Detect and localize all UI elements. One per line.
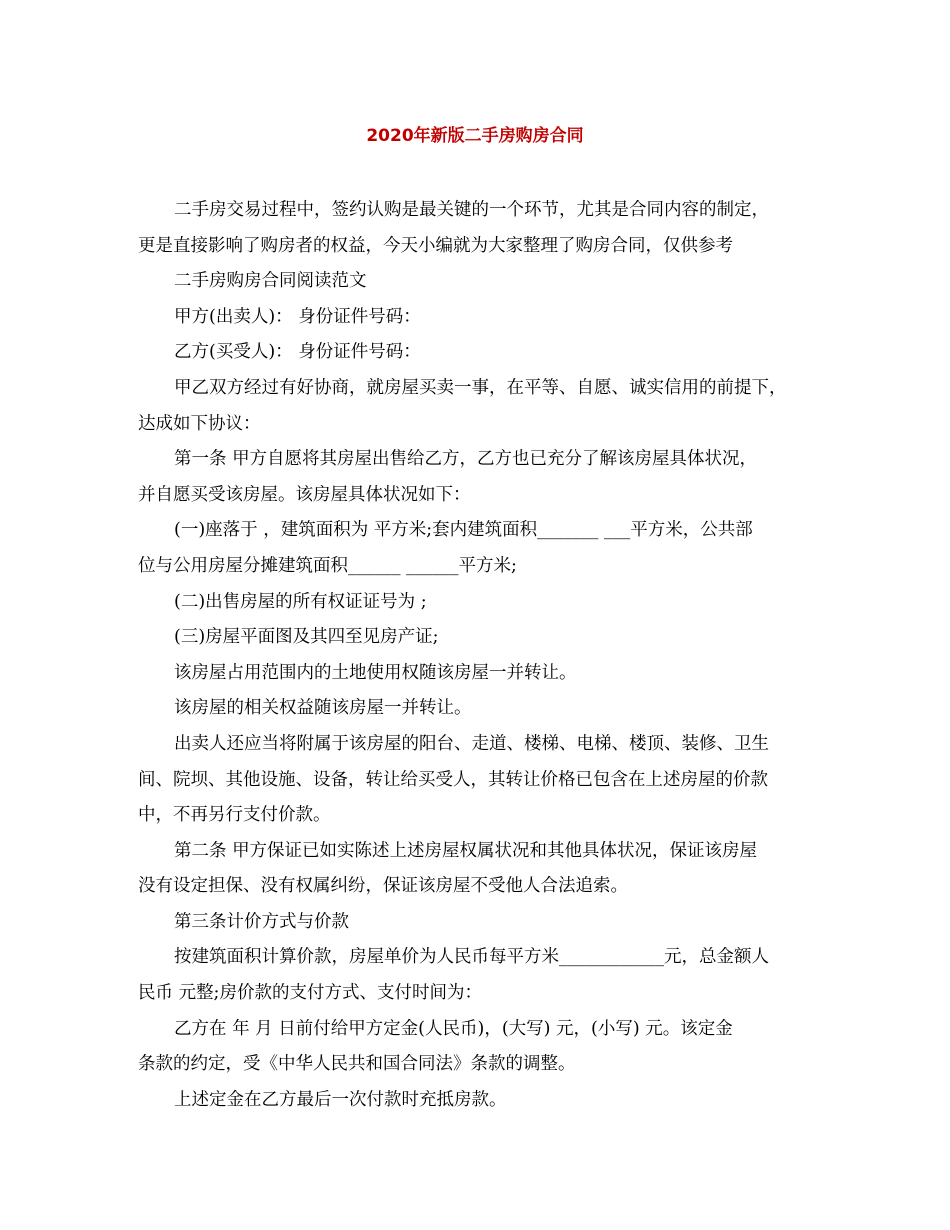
paragraph <box>138 264 818 300</box>
paragraph-line: (一)座落于 ，建筑面积为 平方米;套内建筑面积_______ ___平方米，公共部 <box>174 520 753 541</box>
paragraph <box>138 193 818 264</box>
paragraph <box>138 656 818 692</box>
paragraph-line: 第一条 甲方自愿将其房屋出售给乙方，乙方也已充分了解该房屋具体状况， <box>174 449 758 470</box>
paragraph <box>138 585 818 621</box>
paragraph-line: 二手房交易过程中，签约认购是最关键的一个环节，尤其是合同内容的制定， <box>174 200 769 220</box>
paragraph-line: 该房屋的相关权益随该房屋一并转让。 <box>174 698 472 719</box>
paragraph-line: 按建筑面积计算价款，房屋单价为人民币每平方米____________元，总金额人 <box>174 947 769 968</box>
paragraph-line: 二手房购房合同阅读范文 <box>174 271 367 292</box>
paragraph <box>138 1083 818 1119</box>
paragraph-line: 第二条 甲方保证已如实陈述上述房屋权属状况和其他具体状况，保证该房屋 <box>174 840 758 861</box>
paragraph <box>138 691 818 727</box>
paragraph-line: (三)房屋平面图及其四至见房产证; <box>174 627 439 648</box>
paragraph-line: 中，不再另行支付价款。 <box>138 805 331 826</box>
paragraph <box>138 905 818 941</box>
paragraph-line: 并自愿买受该房屋。该房屋具体状况如下： <box>138 484 471 505</box>
paragraph <box>138 371 818 442</box>
paragraph-line: 达成如下协议： <box>138 413 261 434</box>
paragraph <box>138 727 818 834</box>
paragraph-line: 条款的约定，受《中华人民共和国合同法》条款的调整。 <box>138 1054 576 1075</box>
paragraph-line: 甲乙双方经过有好协商，就房屋买卖一事，在平等、自愿、诚实信用的前提下， <box>174 377 787 398</box>
paragraph-line: 乙方在 年 月 日前付给甲方定金(人民币)，(大写) 元，(小写) 元。该定金 <box>174 1018 733 1039</box>
paragraph <box>138 834 818 905</box>
paragraph-line: 甲方(出卖人)： 身份证件号码： <box>174 306 421 327</box>
document-body <box>138 193 818 1118</box>
paragraph-line: 第三条计价方式与价款 <box>174 911 349 932</box>
paragraph-line: 上述定金在乙方最后一次付款时充抵房款。 <box>174 1089 507 1110</box>
paragraph-line: 出卖人还应当将附属于该房屋的阳台、走道、楼梯、电梯、楼顶、装修、卫生 <box>174 733 769 754</box>
document-title: 2020年新版二手房购房合同 <box>366 126 584 146</box>
paragraph-line: 位与公用房屋分摊建筑面积______ ______平方米; <box>138 555 517 576</box>
paragraph-line: 民币 元整;房价款的支付方式、支付时间为： <box>138 983 482 1004</box>
paragraph <box>138 620 818 656</box>
paragraph-line: 该房屋占用范围内的土地使用权随该房屋一并转让。 <box>174 662 577 683</box>
paragraph <box>138 513 818 584</box>
paragraph-line: (二)出售房屋的所有权证证号为 ; <box>174 591 427 612</box>
paragraph <box>138 300 818 336</box>
paragraph-line: 间、院坝、其他设施、设备，转让给买受人，其转让价格已包含在上述房屋的价款 <box>138 769 768 790</box>
paragraph <box>138 442 818 513</box>
paragraph-line: 乙方(买受人)： 身份证件号码： <box>174 342 421 363</box>
paragraph <box>138 335 818 371</box>
paragraph-line: 更是直接影响了购房者的权益，今天小编就为大家整理了购房合同，仅供参考 <box>138 235 733 256</box>
paragraph-line: 没有设定担保、没有权属纠纷，保证该房屋不受他人合法追索。 <box>138 876 628 897</box>
paragraph <box>138 1012 818 1083</box>
paragraph <box>138 940 818 1011</box>
